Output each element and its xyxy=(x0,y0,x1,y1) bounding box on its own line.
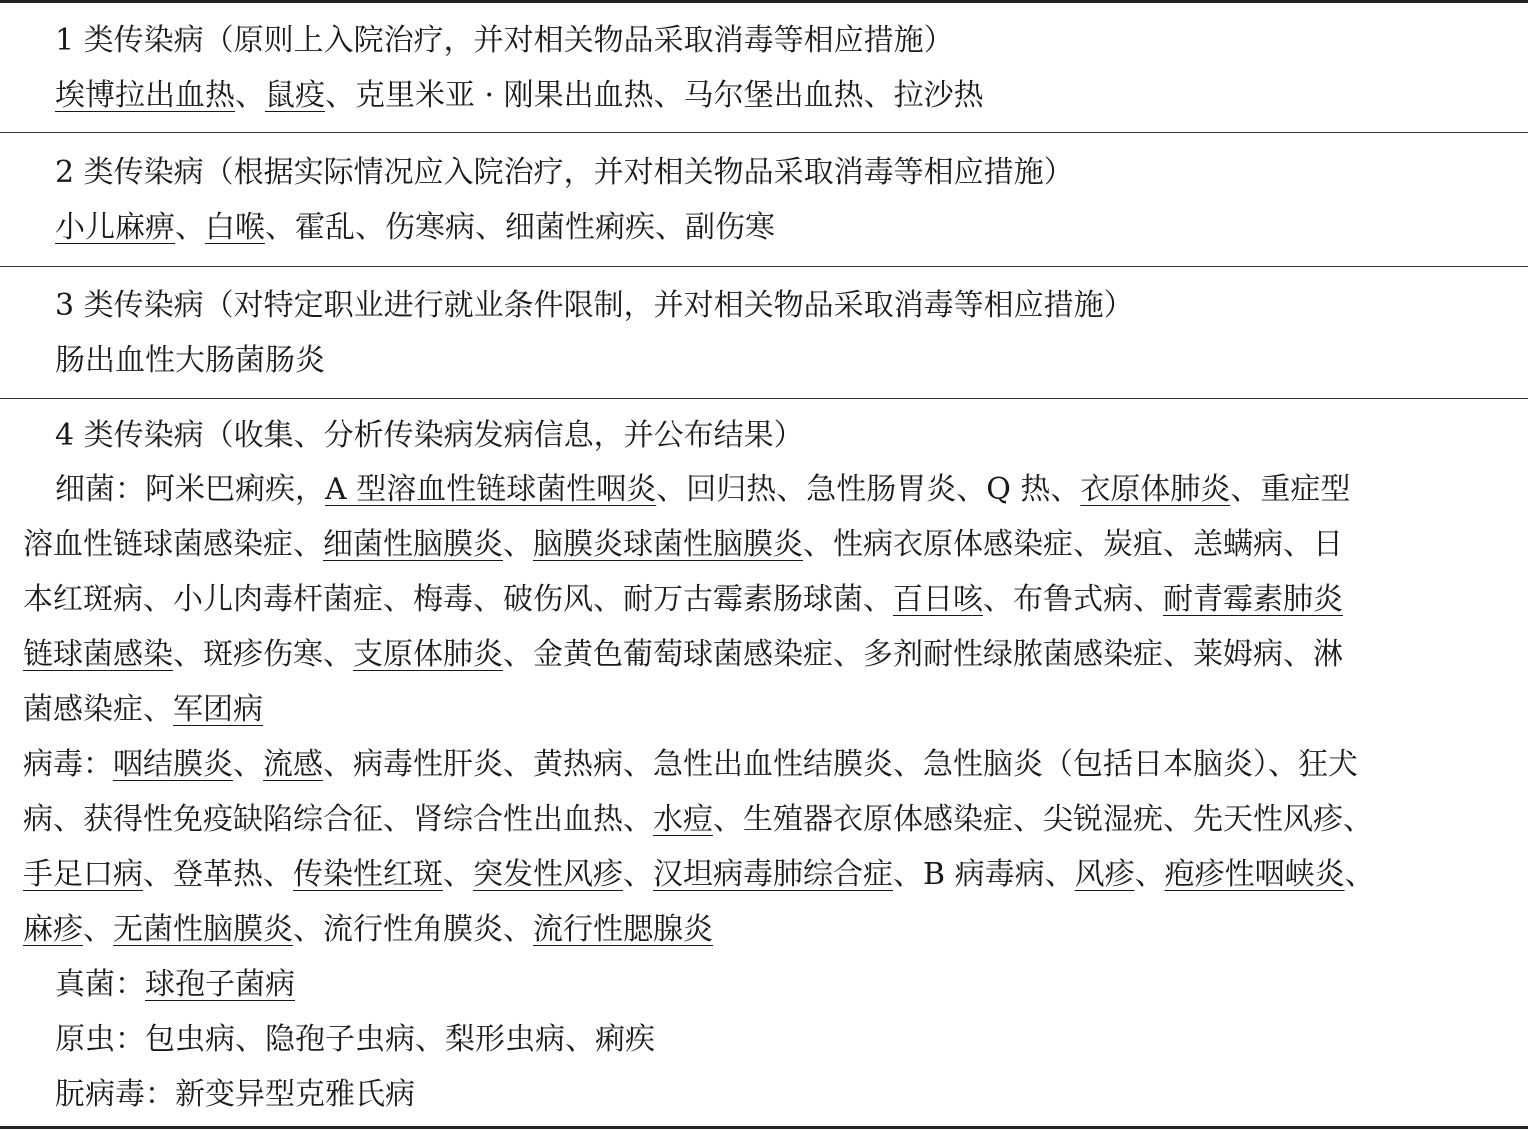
line-text: 、克里米亚 · 刚果出血热、马尔堡出血热、拉沙热 xyxy=(325,78,984,113)
underlined-term: 球孢子菌病 xyxy=(145,967,295,1002)
line-text: 、霍乱、伤寒病、细菌性痢疾、副伤寒 xyxy=(265,210,775,245)
underlined-term: 水痘 xyxy=(653,802,713,837)
line-text: 朊病毒：新变异型克雅氏病 xyxy=(55,1077,415,1112)
line-text: 溶血性链球菌感染症、 xyxy=(23,527,323,562)
underlined-term: 耐青霉素肺炎 xyxy=(1163,582,1343,617)
line-text: 本红斑病、小儿肉毒杆菌症、梅毒、破伤风、耐万古霉素肠球菌、 xyxy=(23,582,893,617)
underlined-term: 埃博拉出血热 xyxy=(55,78,235,113)
section-heading: 1 类传染病（原则上入院治疗，并对相关物品采取消毒等相应措施） xyxy=(55,23,954,58)
bacteria-line xyxy=(55,470,1350,510)
line-text: 、 xyxy=(83,912,113,947)
underlined-term: 突发性风疹 xyxy=(473,857,623,892)
line-text: 、流行性角膜炎、 xyxy=(293,912,533,947)
line-text: 、 xyxy=(175,210,205,245)
protozoa-line xyxy=(55,1020,655,1060)
underlined-term: 疱疹性咽峡炎 xyxy=(1164,857,1345,892)
virus-line xyxy=(23,800,1373,840)
line-text: 、 xyxy=(623,857,653,892)
underlined-term: 鼠疫 xyxy=(265,78,325,113)
underlined-term: 流感 xyxy=(263,747,323,782)
line-text: 、病毒性肝炎、黄热病、急性出血性结膜炎、急性脑炎（包括日本脑炎）、狂犬 xyxy=(323,747,1358,782)
line-text: 病毒： xyxy=(23,747,113,782)
line-text: 细菌：阿米巴痢疾， xyxy=(55,472,325,507)
prion-line xyxy=(55,1075,415,1115)
section-divider xyxy=(0,266,1528,267)
underlined-term: 白喉 xyxy=(205,210,265,245)
section-heading: 2 类传染病（根据实际情况应入院治疗，并对相关物品采取消毒等相应措施） xyxy=(55,155,1074,190)
underlined-term: 细菌性脑膜炎 xyxy=(323,527,503,562)
underlined-term: 小儿麻痹 xyxy=(55,210,175,245)
line-text: 真菌： xyxy=(55,967,145,1002)
underlined-term: 衣原体肺炎 xyxy=(1080,472,1231,507)
section-divider xyxy=(0,398,1528,399)
line-text: 病、获得性免疫缺陷综合征、肾综合性出血热、 xyxy=(23,802,653,837)
underlined-term: 咽结膜炎 xyxy=(113,747,233,782)
line-text: 、 xyxy=(443,857,473,892)
virus-line xyxy=(23,910,713,950)
virus-line xyxy=(23,855,1375,895)
underlined-term: 链球菌感染 xyxy=(23,637,173,672)
underlined-term: 百日咳 xyxy=(893,582,983,617)
bottom-rule xyxy=(0,1126,1528,1129)
line-text: 、 xyxy=(233,747,263,782)
line-text: 、 xyxy=(503,527,533,562)
underlined-term: 无菌性脑膜炎 xyxy=(113,912,293,947)
section-divider xyxy=(0,132,1528,133)
line-text: 、 xyxy=(1344,857,1375,892)
line-text: 、生殖器衣原体感染症、尖锐湿疣、先天性风疹、 xyxy=(713,802,1373,837)
line-text: 原虫：包虫病、隐孢子虫病、梨形虫病、痢疾 xyxy=(55,1022,655,1057)
bacteria-line xyxy=(23,690,263,730)
fungus-line xyxy=(55,965,295,1005)
line-text: 、金黄色葡萄球菌感染症、多剂耐性绿脓菌感染症、莱姆病、淋 xyxy=(503,637,1343,672)
underlined-term: 脑膜炎球菌性脑膜炎 xyxy=(533,527,803,562)
line-text: 、B 病毒病、 xyxy=(893,857,1075,892)
section-heading: 3 类传染病（对特定职业进行就业条件限制，并对相关物品采取消毒等相应措施） xyxy=(55,288,1134,323)
underlined-term: A 型溶血性链球菌性咽炎 xyxy=(325,472,657,507)
line-text: 、性病衣原体感染症、炭疽、恙螨病、日 xyxy=(803,527,1343,562)
line-text: 菌感染症、 xyxy=(23,692,173,727)
underlined-term: 风疹 xyxy=(1074,857,1135,892)
disease-line xyxy=(55,341,325,381)
underlined-term: 军团病 xyxy=(173,692,263,727)
underlined-term: 支原体肺炎 xyxy=(353,637,503,672)
underlined-term: 手足口病 xyxy=(23,857,143,892)
bacteria-line xyxy=(23,580,1343,620)
line-text: 、 xyxy=(235,78,265,113)
bacteria-line xyxy=(23,525,1343,565)
line-text: 、重症型 xyxy=(1230,472,1351,507)
underlined-term: 传染性红斑 xyxy=(293,857,443,892)
virus-line xyxy=(23,745,1358,785)
line-text: 、 xyxy=(1134,857,1165,892)
top-rule xyxy=(0,0,1528,3)
disease-line xyxy=(55,76,984,116)
disease-line xyxy=(55,208,775,248)
line-text: 、登革热、 xyxy=(143,857,293,892)
line-text: 、斑疹伤寒、 xyxy=(173,637,353,672)
underlined-term: 麻疹 xyxy=(23,912,83,947)
line-text: 肠出血性大肠菌肠炎 xyxy=(55,343,325,378)
bacteria-line xyxy=(23,635,1343,675)
line-text: 、回归热、急性肠胃炎、Q 热、 xyxy=(656,472,1081,507)
underlined-term: 流行性腮腺炎 xyxy=(533,912,713,947)
line-text: 、布鲁式病、 xyxy=(983,582,1163,617)
section-heading: 4 类传染病（收集、分析传染病发病信息，并公布结果） xyxy=(55,418,804,453)
underlined-term: 汉坦病毒肺综合症 xyxy=(653,857,893,892)
